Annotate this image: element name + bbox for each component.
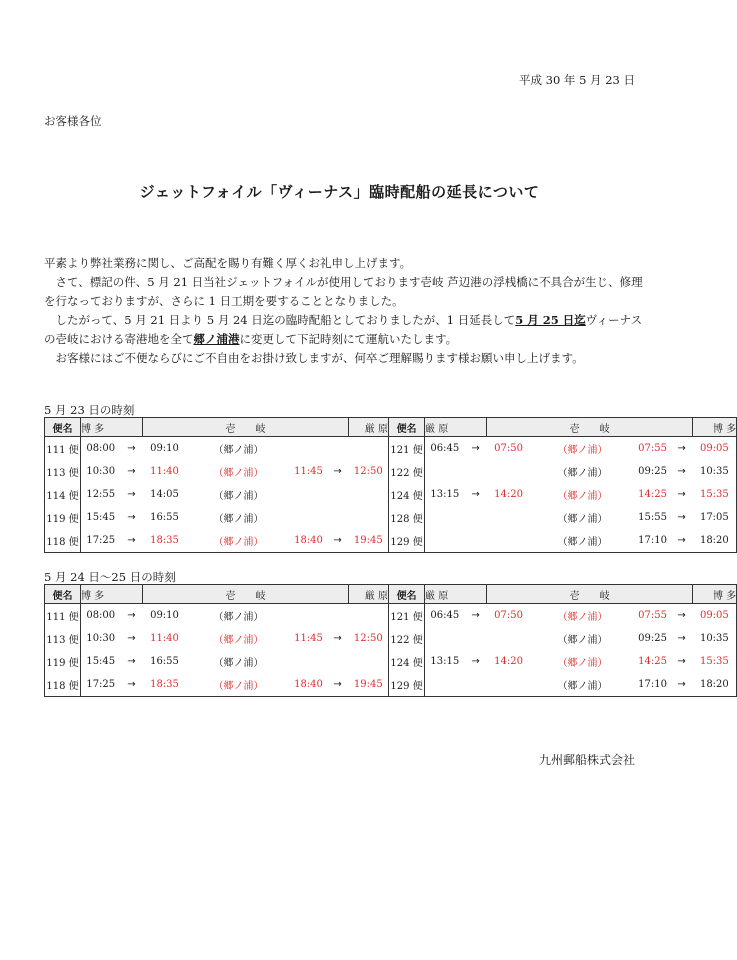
table-row xyxy=(45,437,737,461)
section-title-may24-25: 5 月 24 日～25 日の時刻 xyxy=(44,570,176,584)
bin-number: 121 便 xyxy=(389,604,425,628)
departure-time xyxy=(425,460,465,483)
arrival-time: 07:50 xyxy=(494,443,523,454)
arrival-time: 12:50 xyxy=(349,460,389,483)
timetable-header xyxy=(45,418,737,437)
arrival-time: 18:35 xyxy=(143,529,187,553)
arrow-icon xyxy=(465,529,487,553)
port-name: （郷ノ浦） xyxy=(557,658,608,669)
arrival-time xyxy=(487,506,531,529)
departure-time: 10:30 xyxy=(86,466,116,477)
table-row xyxy=(45,506,737,529)
timetable-header xyxy=(45,585,737,604)
arrival-time xyxy=(349,604,389,628)
arrow-icon: → xyxy=(127,512,136,523)
bin-number: 118 便 xyxy=(45,673,81,697)
arrow-icon: → xyxy=(677,512,686,523)
arrow-icon: → xyxy=(677,489,686,500)
header-bin: 便名 xyxy=(45,418,81,437)
departure-time: 14:25 xyxy=(638,489,667,500)
arrival-time: 18:35 xyxy=(143,673,187,697)
header-izuhara: 厳 原 xyxy=(425,585,487,604)
arrival-time: 15:35 xyxy=(693,483,737,506)
arrow-icon: → xyxy=(471,610,480,621)
arrow-icon: → xyxy=(327,529,349,553)
departure-time xyxy=(291,604,327,628)
bin-number: 113 便 xyxy=(45,460,81,483)
bin-number: 129 便 xyxy=(389,673,425,697)
arrival-time: 14:20 xyxy=(494,489,523,500)
arrival-time: 10:35 xyxy=(693,460,737,483)
header-hakata: 博 多 xyxy=(81,418,143,437)
bin-number: 111 便 xyxy=(45,604,81,628)
arrival-time: 18:20 xyxy=(693,529,737,553)
header-izuhara: 厳 原 xyxy=(425,418,487,437)
extension-text-b: ヴィーナスの壱岐における寄港地を全て xyxy=(44,313,643,346)
extension-port: 郷ノ浦港 xyxy=(193,332,240,346)
arrival-time: 19:45 xyxy=(349,673,389,697)
bin-number: 122 便 xyxy=(389,460,425,483)
departure-time: 14:25 xyxy=(638,656,667,667)
departure-time: 13:15 xyxy=(430,489,460,500)
departure-time xyxy=(291,437,327,461)
bin-number: 128 便 xyxy=(389,506,425,529)
extension-end-date: 5 月 25 日迄 xyxy=(515,313,586,327)
arrow-icon: → xyxy=(471,656,480,667)
section-title-may23: 5 月 23 日の時刻 xyxy=(44,403,135,417)
paragraph-greeting: 平素より弊社業務に関し、ご高配を賜り有難く厚くお礼申し上げます。 xyxy=(44,256,412,270)
addressee: お客様各位 xyxy=(44,114,102,128)
departure-time xyxy=(425,529,465,553)
departure-time: 06:45 xyxy=(430,610,460,621)
arrow-icon: → xyxy=(677,656,686,667)
departure-time: 11:45 xyxy=(294,466,323,477)
header-bin: 便名 xyxy=(389,418,425,437)
paragraph-apology: お客様にはご不便ならびにご不自由をお掛け致しますが、何卒ご理解賜ります様お願い申し上げます。 xyxy=(55,351,584,365)
arrival-time: 10:35 xyxy=(693,627,737,650)
table-row xyxy=(45,460,737,483)
body-text xyxy=(44,254,644,368)
table-row xyxy=(45,627,737,650)
table-row xyxy=(45,673,737,697)
departure-time: 15:55 xyxy=(638,512,667,523)
arrow-icon: → xyxy=(677,466,686,477)
header-iki: 壱 岐 xyxy=(487,585,693,604)
arrow-icon: → xyxy=(333,633,342,644)
bin-number: 114 便 xyxy=(45,483,81,506)
port-name: （郷ノ浦） xyxy=(557,612,608,623)
arrival-time: 19:45 xyxy=(349,529,389,553)
bin-number: 122 便 xyxy=(389,627,425,650)
timetable-may24-25 xyxy=(44,584,737,697)
arrow-icon: → xyxy=(677,443,686,454)
header-hakata: 博 多 xyxy=(81,585,143,604)
document-date: 平成 30 年 5 月 23 日 xyxy=(518,73,635,87)
arrow-icon xyxy=(327,604,349,628)
port-name: （郷ノ浦） xyxy=(557,468,608,479)
arrival-time xyxy=(487,627,531,650)
table-row xyxy=(45,604,737,628)
arrow-icon: → xyxy=(127,633,136,644)
timetable-may23 xyxy=(44,417,737,553)
port-name: （郷ノ浦） xyxy=(557,635,608,646)
arrival-time: 18:20 xyxy=(693,673,737,697)
arrival-time xyxy=(487,460,531,483)
departure-time: 09:25 xyxy=(638,633,667,644)
company-signature: 九州郵船株式会社 xyxy=(538,753,635,767)
arrival-time xyxy=(349,437,389,461)
departure-time: 15:45 xyxy=(86,512,116,523)
arrival-time xyxy=(349,506,389,529)
arrival-time: 15:35 xyxy=(693,650,737,673)
header-bin: 便名 xyxy=(45,585,81,604)
port-name: （郷ノ浦） xyxy=(213,445,264,456)
port-name: （郷ノ浦） xyxy=(557,491,608,502)
departure-time: 10:30 xyxy=(86,633,116,644)
port-name: （郷ノ浦） xyxy=(213,612,264,623)
port-name: （郷ノ浦） xyxy=(557,445,608,456)
arrow-icon xyxy=(327,483,349,506)
arrival-time: 17:05 xyxy=(693,506,737,529)
port-name: （郷ノ浦） xyxy=(213,468,264,479)
departure-time: 17:25 xyxy=(81,673,121,697)
header-hakata: 博 多 xyxy=(693,585,737,604)
header-iki: 壱 岐 xyxy=(143,585,349,604)
arrival-time xyxy=(349,650,389,673)
bin-number: 124 便 xyxy=(389,650,425,673)
extension-text-a: したがって、5 月 21 日より 5 月 24 日迄の臨時配船としておりましたが、1 日延長して xyxy=(55,313,516,327)
bin-number: 119 便 xyxy=(45,650,81,673)
arrow-icon xyxy=(327,437,349,461)
arrival-time: 11:40 xyxy=(150,466,179,477)
port-name: （郷ノ浦） xyxy=(187,529,291,553)
departure-time: 17:10 xyxy=(635,673,671,697)
paragraph-extension xyxy=(44,311,644,349)
arrow-icon xyxy=(465,506,487,529)
arrow-icon: → xyxy=(677,633,686,644)
arrow-icon: → xyxy=(127,610,136,621)
port-name: （郷ノ浦） xyxy=(531,673,635,697)
header-izuhara: 厳 原 xyxy=(349,418,389,437)
departure-time: 13:15 xyxy=(430,656,460,667)
departure-time: 07:55 xyxy=(638,443,667,454)
arrival-time: 14:05 xyxy=(150,489,179,500)
departure-time: 17:10 xyxy=(635,529,671,553)
port-name: （郷ノ浦） xyxy=(187,673,291,697)
arrow-icon: → xyxy=(327,673,349,697)
arrival-time: 09:05 xyxy=(693,604,737,628)
bin-number: 129 便 xyxy=(389,529,425,553)
departure-time: 18:40 xyxy=(291,529,327,553)
departure-time: 12:55 xyxy=(86,489,116,500)
bin-number: 118 便 xyxy=(45,529,81,553)
departure-time: 09:25 xyxy=(638,466,667,477)
departure-time xyxy=(425,506,465,529)
arrow-icon: → xyxy=(471,489,480,500)
arrow-icon: → xyxy=(127,656,136,667)
arrow-icon xyxy=(465,460,487,483)
port-name: （郷ノ浦） xyxy=(213,658,264,669)
arrival-time: 14:20 xyxy=(494,656,523,667)
header-hakata: 博 多 xyxy=(693,418,737,437)
arrow-icon xyxy=(327,650,349,673)
departure-time: 11:45 xyxy=(294,633,323,644)
arrow-icon: → xyxy=(471,443,480,454)
arrival-time: 09:10 xyxy=(150,610,179,621)
bin-number: 113 便 xyxy=(45,627,81,650)
arrow-icon xyxy=(465,673,487,697)
arrival-time: 16:55 xyxy=(150,512,179,523)
departure-time: 18:40 xyxy=(291,673,327,697)
port-name: （郷ノ浦） xyxy=(213,635,264,646)
arrival-time xyxy=(487,529,531,553)
departure-time: 08:00 xyxy=(86,443,116,454)
arrow-icon: → xyxy=(127,443,136,454)
arrival-time: 16:55 xyxy=(150,656,179,667)
departure-time: 08:00 xyxy=(86,610,116,621)
bin-number: 121 便 xyxy=(389,437,425,461)
arrival-time: 09:10 xyxy=(150,443,179,454)
departure-time: 06:45 xyxy=(430,443,460,454)
extension-text-c: に変更して下記時刻にて運航いたします。 xyxy=(239,332,458,346)
arrival-time: 11:40 xyxy=(150,633,179,644)
header-iki: 壱 岐 xyxy=(143,418,349,437)
port-name: （郷ノ浦） xyxy=(213,491,264,502)
departure-time xyxy=(425,673,465,697)
arrival-time: 09:05 xyxy=(693,437,737,461)
departure-time xyxy=(425,627,465,650)
arrival-time xyxy=(487,673,531,697)
arrow-icon: → xyxy=(677,610,686,621)
arrival-time: 12:50 xyxy=(349,627,389,650)
departure-time: 17:25 xyxy=(81,529,121,553)
port-name: （郷ノ浦） xyxy=(531,529,635,553)
arrow-icon: → xyxy=(127,466,136,477)
bin-number: 111 便 xyxy=(45,437,81,461)
arrow-icon: → xyxy=(121,529,143,553)
bin-number: 119 便 xyxy=(45,506,81,529)
arrow-icon: → xyxy=(121,673,143,697)
arrival-time xyxy=(349,483,389,506)
departure-time xyxy=(291,483,327,506)
arrow-icon: → xyxy=(333,466,342,477)
paragraph-situation: さて、標記の件、5 月 21 日当社ジェットフォイルが使用しております壱岐 芦辺港の浮桟橋に不具合が生じ、修理を行なっておりますが、さらに 1 日工期を要することとなりました。 xyxy=(44,275,643,308)
header-bin: 便名 xyxy=(389,585,425,604)
document-title: ジェットフォイル「ヴィーナス」臨時配船の延長について xyxy=(139,183,540,201)
bin-number: 124 便 xyxy=(389,483,425,506)
header-iki: 壱 岐 xyxy=(487,418,693,437)
departure-time xyxy=(291,650,327,673)
table-row xyxy=(45,650,737,673)
table-row xyxy=(45,529,737,553)
arrival-time: 07:50 xyxy=(494,610,523,621)
arrow-icon xyxy=(465,627,487,650)
port-name: （郷ノ浦） xyxy=(213,514,264,525)
arrow-icon: → xyxy=(127,489,136,500)
arrow-icon: → xyxy=(671,673,693,697)
port-name: （郷ノ浦） xyxy=(557,514,608,525)
header-izuhara: 厳 原 xyxy=(349,585,389,604)
arrow-icon: → xyxy=(671,529,693,553)
departure-time xyxy=(291,506,327,529)
table-row xyxy=(45,483,737,506)
departure-time: 15:45 xyxy=(86,656,116,667)
departure-time: 07:55 xyxy=(638,610,667,621)
arrow-icon xyxy=(327,506,349,529)
